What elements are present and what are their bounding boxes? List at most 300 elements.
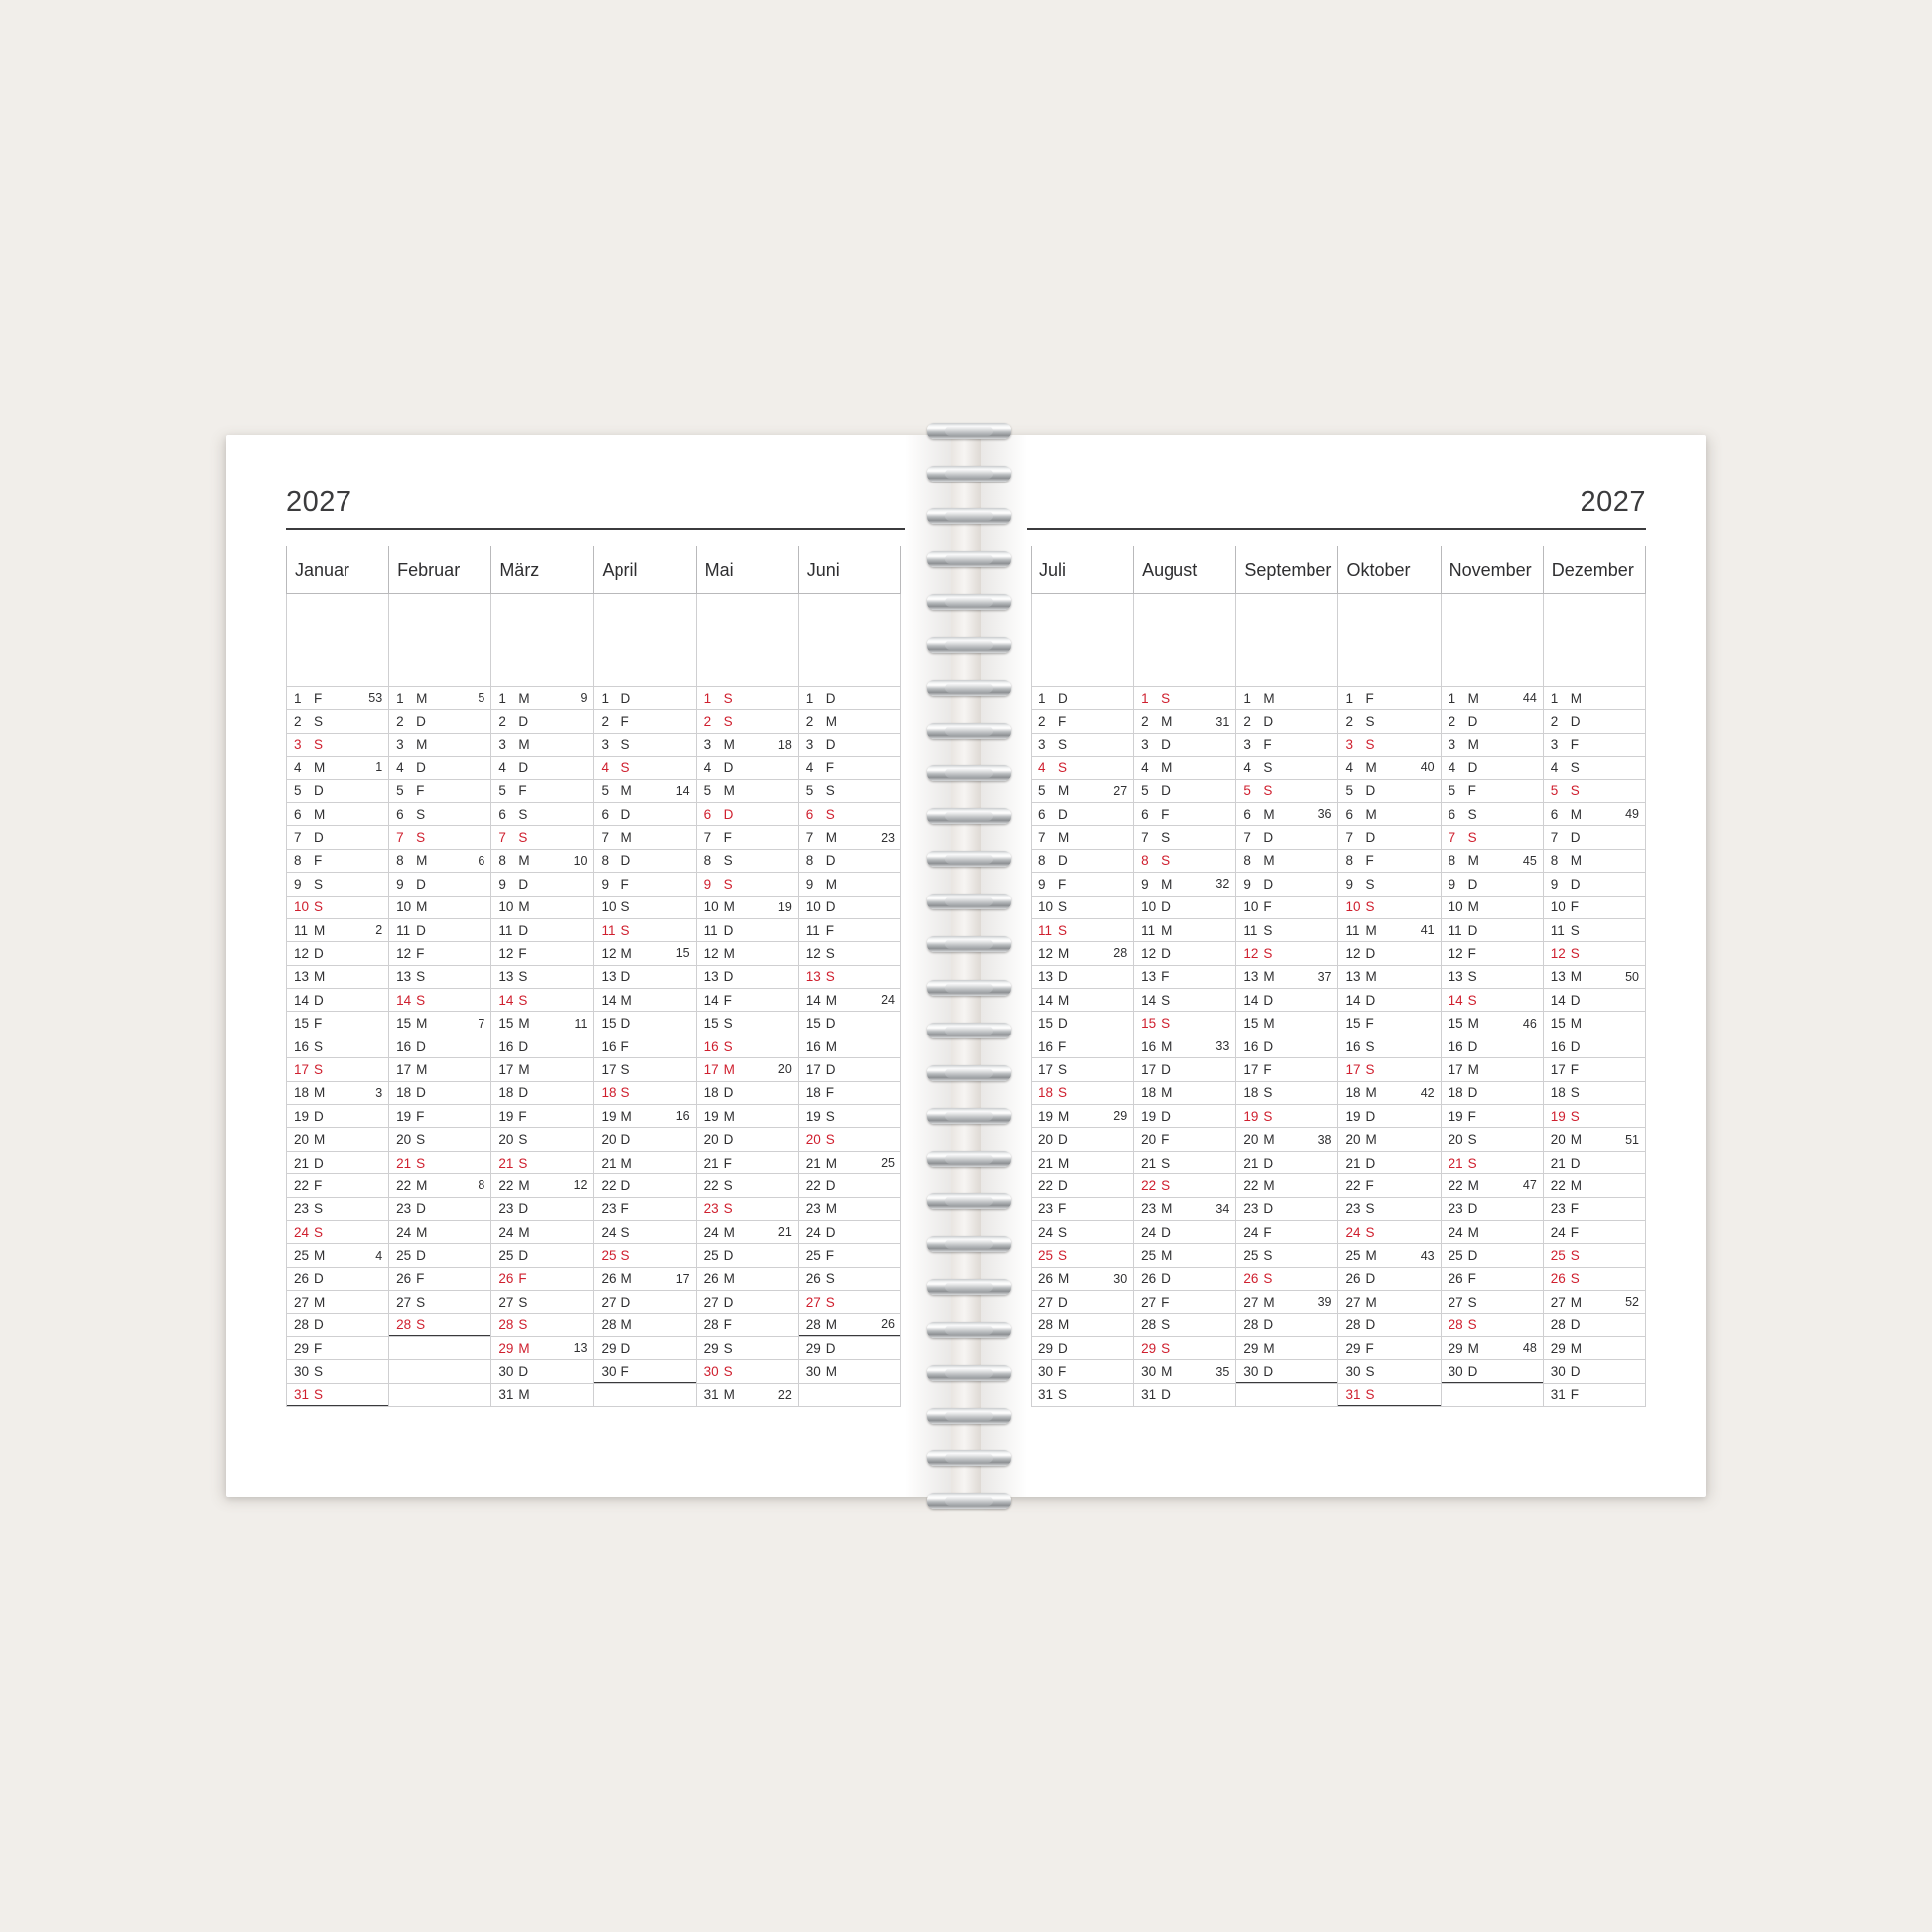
day-cell[interactable] [1441, 1081, 1543, 1104]
day-cell[interactable] [491, 1336, 594, 1359]
day-cell[interactable] [491, 918, 594, 941]
notes-cell[interactable] [491, 594, 594, 687]
day-cell[interactable] [1236, 826, 1338, 849]
day-cell[interactable] [1134, 1244, 1236, 1267]
day-cell[interactable] [287, 896, 389, 918]
day-cell[interactable] [1338, 1267, 1441, 1290]
day-cell[interactable] [1441, 1336, 1543, 1359]
day-cell[interactable] [1032, 896, 1134, 918]
day-cell[interactable] [1441, 1128, 1543, 1151]
day-cell[interactable] [1543, 1360, 1645, 1383]
day-cell[interactable] [696, 757, 798, 779]
day-cell[interactable] [798, 873, 900, 896]
day-cell[interactable] [696, 779, 798, 802]
day-cell[interactable] [389, 1058, 491, 1081]
day-cell[interactable] [696, 1012, 798, 1035]
day-cell[interactable] [696, 1383, 798, 1406]
day-cell[interactable] [1134, 1336, 1236, 1359]
day-cell[interactable] [1032, 1035, 1134, 1057]
day-cell[interactable] [1134, 1197, 1236, 1220]
day-cell[interactable] [491, 733, 594, 756]
day-cell[interactable] [287, 1081, 389, 1104]
day-cell[interactable] [594, 1197, 696, 1220]
day-cell[interactable] [798, 1035, 900, 1057]
day-cell[interactable] [1441, 896, 1543, 918]
day-cell[interactable] [1441, 1058, 1543, 1081]
day-cell[interactable] [389, 942, 491, 965]
day-cell[interactable] [491, 849, 594, 872]
day-cell[interactable] [798, 849, 900, 872]
day-cell[interactable] [389, 802, 491, 825]
day-cell[interactable] [798, 942, 900, 965]
day-cell[interactable] [696, 1081, 798, 1104]
day-cell[interactable] [696, 942, 798, 965]
day-cell[interactable] [1134, 1174, 1236, 1197]
day-cell[interactable] [696, 1197, 798, 1220]
day-cell[interactable] [798, 965, 900, 988]
day-cell[interactable] [1032, 1012, 1134, 1035]
day-cell[interactable] [491, 1174, 594, 1197]
notes-cell[interactable] [1236, 594, 1338, 687]
day-cell[interactable] [696, 1220, 798, 1243]
day-cell[interactable] [1338, 1313, 1441, 1336]
day-cell[interactable] [491, 757, 594, 779]
day-cell[interactable] [389, 1128, 491, 1151]
day-cell[interactable] [491, 1128, 594, 1151]
day-cell[interactable] [798, 1128, 900, 1151]
day-cell[interactable] [1236, 1197, 1338, 1220]
day-cell[interactable] [798, 1151, 900, 1173]
day-cell[interactable] [696, 1336, 798, 1359]
day-cell[interactable] [594, 1081, 696, 1104]
day-cell[interactable] [798, 989, 900, 1012]
day-cell[interactable] [1441, 965, 1543, 988]
day-cell[interactable] [1032, 1244, 1134, 1267]
notes-cell[interactable] [287, 594, 389, 687]
day-cell[interactable] [389, 733, 491, 756]
day-cell[interactable] [1134, 989, 1236, 1012]
day-cell[interactable] [798, 918, 900, 941]
day-cell[interactable] [389, 1151, 491, 1173]
day-cell[interactable] [798, 1220, 900, 1243]
day-cell[interactable] [287, 1291, 389, 1313]
day-cell[interactable] [594, 942, 696, 965]
day-cell[interactable] [1032, 1360, 1134, 1383]
day-cell[interactable] [594, 802, 696, 825]
day-cell[interactable] [287, 873, 389, 896]
day-cell[interactable] [1032, 849, 1134, 872]
day-cell[interactable] [1032, 757, 1134, 779]
day-cell[interactable] [1032, 1151, 1134, 1173]
day-cell[interactable] [1032, 965, 1134, 988]
day-cell[interactable] [389, 1197, 491, 1220]
day-cell[interactable] [594, 1151, 696, 1173]
day-cell[interactable] [1134, 757, 1236, 779]
day-cell[interactable] [1032, 779, 1134, 802]
day-cell[interactable] [491, 826, 594, 849]
day-cell[interactable] [696, 733, 798, 756]
day-cell[interactable] [1236, 918, 1338, 941]
day-cell[interactable] [1032, 710, 1134, 733]
day-cell[interactable] [491, 779, 594, 802]
day-cell[interactable] [1032, 1291, 1134, 1313]
day-cell[interactable] [1134, 1220, 1236, 1243]
day-cell[interactable] [1441, 1267, 1543, 1290]
day-cell[interactable] [1032, 1267, 1134, 1290]
day-cell[interactable] [1236, 710, 1338, 733]
day-cell[interactable] [1236, 1313, 1338, 1336]
day-cell[interactable] [696, 989, 798, 1012]
day-cell[interactable] [1338, 1360, 1441, 1383]
day-cell[interactable] [1236, 1128, 1338, 1151]
day-cell[interactable] [1236, 849, 1338, 872]
day-cell[interactable] [287, 779, 389, 802]
day-cell[interactable] [798, 896, 900, 918]
day-cell[interactable] [389, 710, 491, 733]
day-cell[interactable] [1236, 1336, 1338, 1359]
day-cell[interactable] [696, 849, 798, 872]
day-cell[interactable] [1032, 1174, 1134, 1197]
day-cell[interactable] [1338, 1197, 1441, 1220]
day-cell[interactable] [1338, 942, 1441, 965]
day-cell[interactable] [1032, 1313, 1134, 1336]
day-cell[interactable] [1543, 779, 1645, 802]
day-cell[interactable] [594, 918, 696, 941]
day-cell[interactable] [696, 1128, 798, 1151]
day-cell[interactable] [1338, 989, 1441, 1012]
day-cell[interactable] [696, 826, 798, 849]
day-cell[interactable] [1236, 1267, 1338, 1290]
day-cell[interactable] [1032, 1105, 1134, 1128]
day-cell[interactable] [389, 1313, 491, 1336]
day-cell[interactable] [1441, 733, 1543, 756]
day-cell[interactable] [594, 1220, 696, 1243]
day-cell[interactable] [1543, 1012, 1645, 1035]
day-cell[interactable] [1032, 873, 1134, 896]
notes-cell[interactable] [1338, 594, 1441, 687]
day-cell[interactable] [389, 1105, 491, 1128]
day-cell[interactable] [1543, 849, 1645, 872]
day-cell[interactable] [491, 687, 594, 710]
day-cell[interactable] [1441, 1174, 1543, 1197]
notes-cell[interactable] [1032, 594, 1134, 687]
day-cell[interactable] [491, 1151, 594, 1173]
day-cell[interactable] [1338, 1151, 1441, 1173]
day-cell[interactable] [1441, 710, 1543, 733]
day-cell[interactable] [389, 779, 491, 802]
day-cell[interactable] [798, 1105, 900, 1128]
day-cell[interactable] [287, 1174, 389, 1197]
day-cell[interactable] [696, 873, 798, 896]
day-cell[interactable] [1543, 1313, 1645, 1336]
day-cell[interactable] [1338, 1291, 1441, 1313]
day-cell[interactable] [1543, 1383, 1645, 1406]
day-cell[interactable] [491, 1197, 594, 1220]
day-cell[interactable] [287, 849, 389, 872]
day-cell[interactable] [1543, 687, 1645, 710]
day-cell[interactable] [1441, 757, 1543, 779]
day-cell[interactable] [491, 1291, 594, 1313]
day-cell[interactable] [594, 733, 696, 756]
day-cell[interactable] [287, 1197, 389, 1220]
day-cell[interactable] [389, 1267, 491, 1290]
day-cell[interactable] [389, 826, 491, 849]
day-cell[interactable] [1134, 733, 1236, 756]
day-cell[interactable] [1032, 733, 1134, 756]
day-cell[interactable] [798, 826, 900, 849]
day-cell[interactable] [491, 1383, 594, 1406]
day-cell[interactable] [287, 1151, 389, 1173]
day-cell[interactable] [389, 1244, 491, 1267]
day-cell[interactable] [389, 989, 491, 1012]
day-cell[interactable] [389, 849, 491, 872]
day-cell[interactable] [594, 1360, 696, 1383]
day-cell[interactable] [1338, 918, 1441, 941]
day-cell[interactable] [287, 989, 389, 1012]
day-cell[interactable] [798, 1336, 900, 1359]
day-cell[interactable] [491, 802, 594, 825]
day-cell[interactable] [1543, 1197, 1645, 1220]
day-cell[interactable] [798, 802, 900, 825]
day-cell[interactable] [696, 1267, 798, 1290]
day-cell[interactable] [287, 710, 389, 733]
day-cell[interactable] [594, 1128, 696, 1151]
day-cell[interactable] [1338, 1035, 1441, 1057]
day-cell[interactable] [1441, 1035, 1543, 1057]
day-cell[interactable] [1032, 1058, 1134, 1081]
day-cell[interactable] [1134, 779, 1236, 802]
day-cell[interactable] [1441, 1151, 1543, 1173]
day-cell[interactable] [491, 1220, 594, 1243]
day-cell[interactable] [1338, 710, 1441, 733]
day-cell[interactable] [1032, 1197, 1134, 1220]
day-cell[interactable] [287, 1336, 389, 1359]
day-cell[interactable] [1441, 918, 1543, 941]
day-cell[interactable] [1543, 1058, 1645, 1081]
day-cell[interactable] [696, 1174, 798, 1197]
day-cell[interactable] [1134, 1383, 1236, 1406]
day-cell[interactable] [1236, 733, 1338, 756]
day-cell[interactable] [491, 1244, 594, 1267]
day-cell[interactable] [1134, 1151, 1236, 1173]
day-cell[interactable] [1543, 918, 1645, 941]
day-cell[interactable] [1236, 1244, 1338, 1267]
day-cell[interactable] [594, 710, 696, 733]
day-cell[interactable] [1134, 965, 1236, 988]
day-cell[interactable] [1236, 896, 1338, 918]
day-cell[interactable] [287, 1220, 389, 1243]
day-cell[interactable] [1134, 1128, 1236, 1151]
day-cell[interactable] [1441, 687, 1543, 710]
day-cell[interactable] [696, 896, 798, 918]
day-cell[interactable] [594, 1012, 696, 1035]
day-cell[interactable] [1134, 1267, 1236, 1290]
day-cell[interactable] [1543, 1336, 1645, 1359]
day-cell[interactable] [798, 733, 900, 756]
day-cell[interactable] [1338, 1220, 1441, 1243]
day-cell[interactable] [1236, 965, 1338, 988]
day-cell[interactable] [594, 989, 696, 1012]
day-cell[interactable] [287, 1267, 389, 1290]
day-cell[interactable] [1338, 1058, 1441, 1081]
day-cell[interactable] [696, 687, 798, 710]
day-cell[interactable] [1032, 1220, 1134, 1243]
day-cell[interactable] [491, 896, 594, 918]
day-cell[interactable] [1134, 1291, 1236, 1313]
day-cell[interactable] [1338, 1383, 1441, 1406]
day-cell[interactable] [1134, 1360, 1236, 1383]
day-cell[interactable] [1134, 802, 1236, 825]
notes-cell[interactable] [594, 594, 696, 687]
day-cell[interactable] [696, 1291, 798, 1313]
notes-cell[interactable] [696, 594, 798, 687]
day-cell[interactable] [1543, 873, 1645, 896]
day-cell[interactable] [491, 1267, 594, 1290]
day-cell[interactable] [1441, 849, 1543, 872]
day-cell[interactable] [1441, 1360, 1543, 1383]
day-cell[interactable] [798, 757, 900, 779]
day-cell[interactable] [1441, 826, 1543, 849]
day-cell[interactable] [696, 710, 798, 733]
day-cell[interactable] [1236, 1360, 1338, 1383]
day-cell[interactable] [1543, 826, 1645, 849]
day-cell[interactable] [491, 873, 594, 896]
day-cell[interactable] [1543, 1220, 1645, 1243]
day-cell[interactable] [287, 733, 389, 756]
day-cell[interactable] [594, 1174, 696, 1197]
day-cell[interactable] [594, 757, 696, 779]
day-cell[interactable] [1338, 849, 1441, 872]
day-cell[interactable] [696, 1360, 798, 1383]
day-cell[interactable] [696, 1151, 798, 1173]
day-cell[interactable] [287, 942, 389, 965]
day-cell[interactable] [1032, 687, 1134, 710]
day-cell[interactable] [1338, 757, 1441, 779]
day-cell[interactable] [1338, 826, 1441, 849]
day-cell[interactable] [798, 1197, 900, 1220]
day-cell[interactable] [1134, 1035, 1236, 1057]
day-cell[interactable] [1338, 1174, 1441, 1197]
day-cell[interactable] [594, 1313, 696, 1336]
day-cell[interactable] [1543, 1151, 1645, 1173]
day-cell[interactable] [1236, 989, 1338, 1012]
day-cell[interactable] [389, 1012, 491, 1035]
day-cell[interactable] [1032, 989, 1134, 1012]
day-cell[interactable] [594, 1058, 696, 1081]
day-cell[interactable] [389, 1035, 491, 1057]
day-cell[interactable] [594, 779, 696, 802]
day-cell[interactable] [1441, 1197, 1543, 1220]
day-cell[interactable] [1338, 1336, 1441, 1359]
day-cell[interactable] [1338, 1012, 1441, 1035]
day-cell[interactable] [798, 1313, 900, 1336]
day-cell[interactable] [491, 989, 594, 1012]
day-cell[interactable] [287, 1105, 389, 1128]
day-cell[interactable] [287, 1058, 389, 1081]
notes-cell[interactable] [389, 594, 491, 687]
day-cell[interactable] [287, 802, 389, 825]
day-cell[interactable] [798, 1267, 900, 1290]
day-cell[interactable] [1236, 942, 1338, 965]
day-cell[interactable] [1032, 942, 1134, 965]
day-cell[interactable] [696, 1244, 798, 1267]
day-cell[interactable] [287, 965, 389, 988]
day-cell[interactable] [1441, 802, 1543, 825]
day-cell[interactable] [491, 1012, 594, 1035]
day-cell[interactable] [1236, 1174, 1338, 1197]
day-cell[interactable] [1134, 710, 1236, 733]
day-cell[interactable] [1134, 826, 1236, 849]
day-cell[interactable] [389, 1174, 491, 1197]
day-cell[interactable] [1134, 942, 1236, 965]
day-cell[interactable] [1236, 1151, 1338, 1173]
day-cell[interactable] [594, 1291, 696, 1313]
day-cell[interactable] [1134, 1081, 1236, 1104]
day-cell[interactable] [1441, 1291, 1543, 1313]
day-cell[interactable] [594, 1244, 696, 1267]
day-cell[interactable] [491, 1058, 594, 1081]
notes-cell[interactable] [798, 594, 900, 687]
day-cell[interactable] [1441, 1105, 1543, 1128]
day-cell[interactable] [798, 1244, 900, 1267]
day-cell[interactable] [1543, 1291, 1645, 1313]
day-cell[interactable] [798, 1291, 900, 1313]
day-cell[interactable] [696, 918, 798, 941]
day-cell[interactable] [594, 849, 696, 872]
day-cell[interactable] [287, 757, 389, 779]
day-cell[interactable] [1441, 779, 1543, 802]
day-cell[interactable] [594, 1035, 696, 1057]
day-cell[interactable] [798, 779, 900, 802]
day-cell[interactable] [491, 942, 594, 965]
day-cell[interactable] [1338, 1244, 1441, 1267]
day-cell[interactable] [798, 1012, 900, 1035]
day-cell[interactable] [389, 873, 491, 896]
day-cell[interactable] [1032, 1081, 1134, 1104]
day-cell[interactable] [287, 1313, 389, 1336]
day-cell[interactable] [1236, 1291, 1338, 1313]
day-cell[interactable] [1134, 849, 1236, 872]
day-cell[interactable] [1543, 1267, 1645, 1290]
day-cell[interactable] [1543, 757, 1645, 779]
day-cell[interactable] [1543, 942, 1645, 965]
day-cell[interactable] [1236, 687, 1338, 710]
day-cell[interactable] [594, 1105, 696, 1128]
day-cell[interactable] [1441, 1313, 1543, 1336]
day-cell[interactable] [798, 687, 900, 710]
day-cell[interactable] [1236, 1035, 1338, 1057]
day-cell[interactable] [1338, 802, 1441, 825]
notes-cell[interactable] [1543, 594, 1645, 687]
day-cell[interactable] [287, 1244, 389, 1267]
day-cell[interactable] [389, 918, 491, 941]
day-cell[interactable] [1338, 1128, 1441, 1151]
day-cell[interactable] [1134, 1012, 1236, 1035]
day-cell[interactable] [1543, 1081, 1645, 1104]
day-cell[interactable] [1543, 896, 1645, 918]
day-cell[interactable] [1032, 918, 1134, 941]
day-cell[interactable] [798, 1360, 900, 1383]
day-cell[interactable] [491, 1360, 594, 1383]
day-cell[interactable] [1032, 826, 1134, 849]
day-cell[interactable] [1543, 1035, 1645, 1057]
day-cell[interactable] [389, 1220, 491, 1243]
day-cell[interactable] [1338, 873, 1441, 896]
day-cell[interactable] [1441, 942, 1543, 965]
day-cell[interactable] [594, 687, 696, 710]
day-cell[interactable] [287, 826, 389, 849]
day-cell[interactable] [798, 1174, 900, 1197]
